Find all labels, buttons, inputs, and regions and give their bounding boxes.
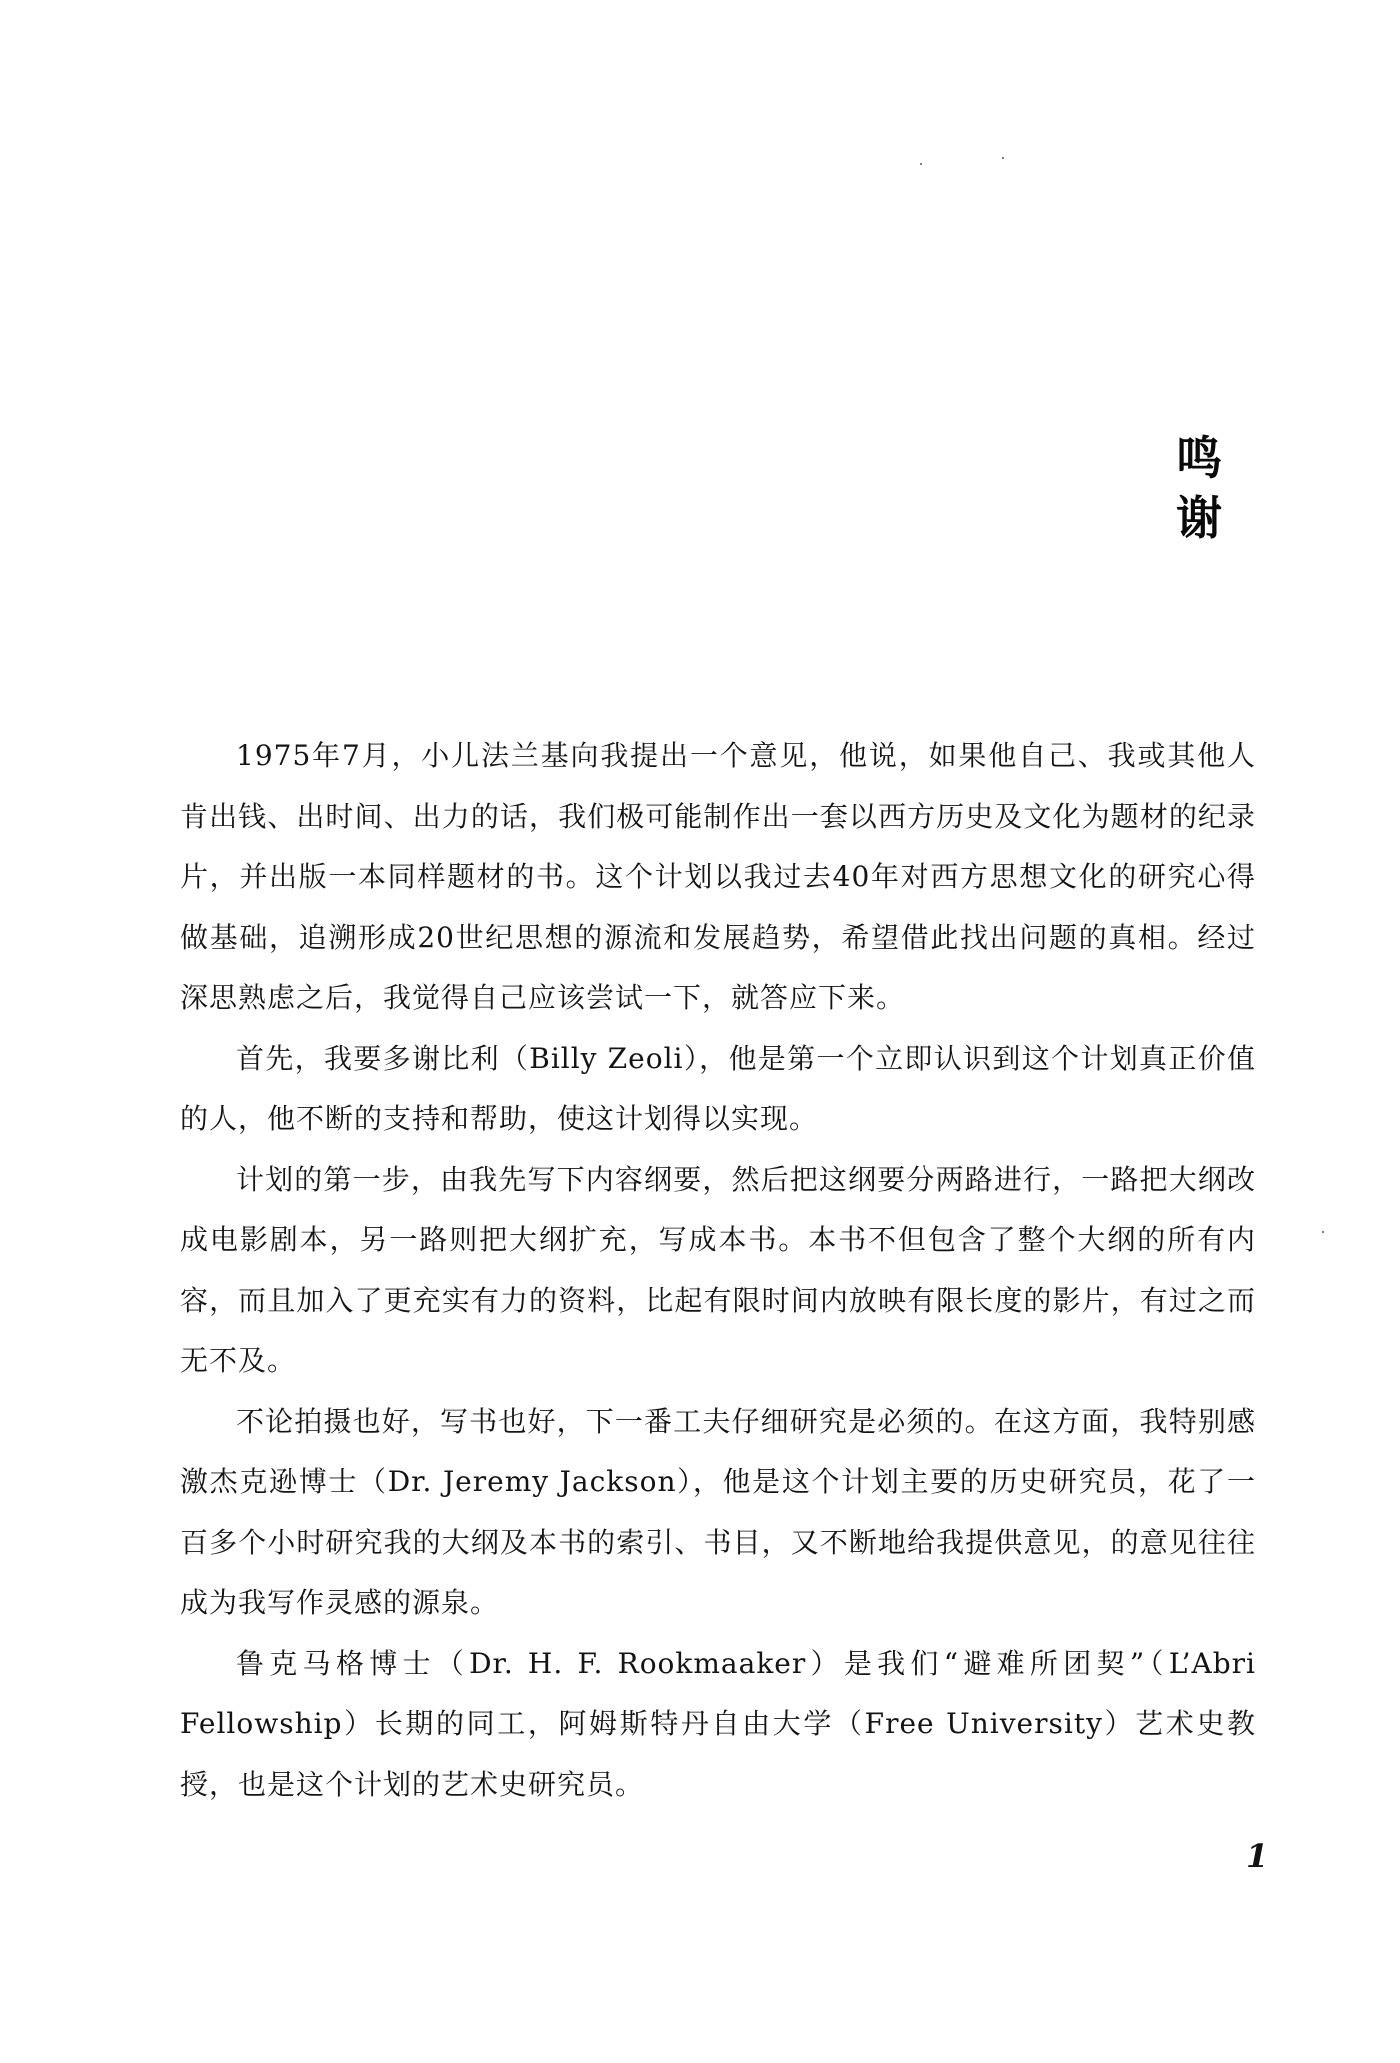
scan-speck (1002, 157, 1004, 159)
body-text (180, 726, 1256, 1815)
scan-speck (1322, 1231, 1324, 1233)
page-title: 鸣 谢 (1176, 431, 1260, 545)
page-number: 1 (1246, 1837, 1269, 1875)
paragraph: 1975年7月，小儿法兰基向我提出一个意见，他说，如果他自己、我或其他人肯出钱、出时间、出力的话，我们极可能制作出一套以西方历史及文化为题材的纪录片，并出版一本同样题材的书。这个计划以我过去40年对西方思想文化的研究心得做基础，追溯形成20世纪思想的源流和发展趋势，希望借此找出问题的真相。经过深思熟虑之后，我觉得自己应该尝试一下，就答应下来。 (180, 739, 1256, 1014)
paragraph: 首先，我要多谢比利（Billy Zeoli），他是第一个立即认识到这个计划真正价值的人，他不断的支持和帮助，使这计划得以实现。 (180, 1041, 1256, 1135)
scan-speck (920, 163, 922, 165)
paragraph: 鲁克马格博士（Dr. H. F. Rookmaaker）是我们“避难所团契”（L’Abri Fellowship）长期的同工，阿姆斯特丹自由大学（Free University）艺术史教授，也是这个计划的艺术史研究员。 (180, 1646, 1256, 1801)
paragraph: 不论拍摄也好，写书也好，下一番工夫仔细研究是必须的。在这方面，我特别感激杰克逊博士（Dr. Jeremy Jackson），他是这个计划主要的历史研究员，花了一百多个小时研究我的大纲及本书的索引、书目，又不断地给我提供意见，的意见往往成为我写作灵感的源泉。 (180, 1404, 1256, 1619)
paragraph: 计划的第一步，由我先写下内容纲要，然后把这纲要分两路进行，一路把大纲改成电影剧本，另一路则把大纲扩充，写成本书。本书不但包含了整个大纲的所有内容，而且加入了更充实有力的资料，比起有限时间内放映有限长度的影片，有过之而无不及。 (180, 1162, 1256, 1377)
